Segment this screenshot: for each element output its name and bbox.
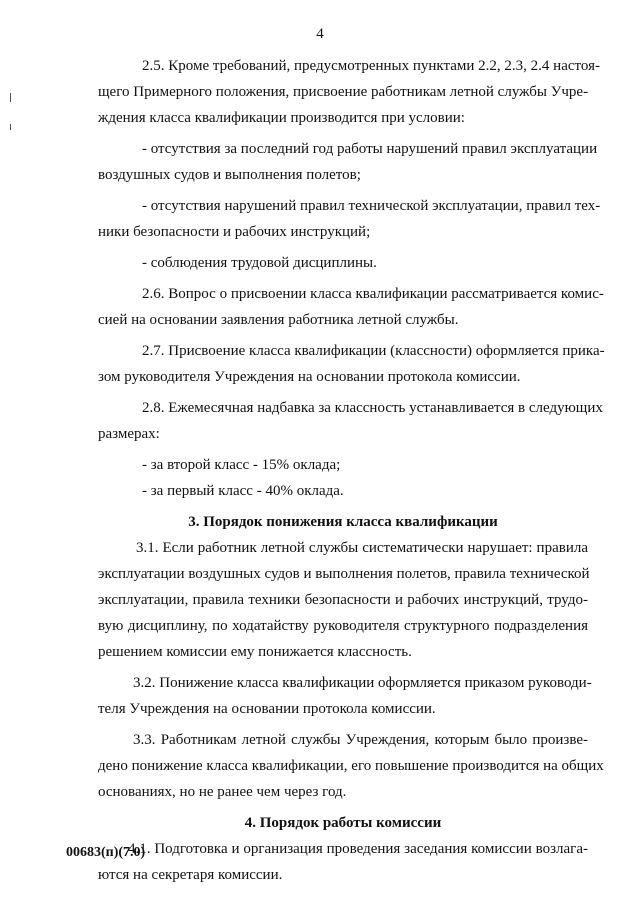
list-item-line: ники безопасности и рабочих инструкций;	[98, 224, 371, 240]
paragraph-line: решением комиссии ему понижается классность.	[98, 644, 412, 660]
paragraph-line: 3.3. Работникам летной службы Учреждения, которым было произве-	[133, 732, 588, 748]
paragraph-line: теля Учреждения на основании протокола комиссии.	[98, 701, 436, 717]
list-item-line: - отсутствия нарушений правил технической эксплуатации, правил тех-	[142, 198, 601, 214]
paragraph-line: зом руководителя Учреждения на основании протокола комиссии.	[98, 369, 521, 385]
document-code: 00683(п)(7.0)	[66, 845, 146, 860]
paragraph-line: 2.6. Вопрос о присвоении класса квалификации рассматривается комис-	[142, 286, 604, 302]
document-body	[98, 53, 605, 888]
paragraph-line: размерах:	[98, 426, 160, 442]
paragraph-line: ются на секретаря комиссии.	[98, 867, 283, 883]
paragraph-line: дено понижение класса квалификации, его повышение производится на общих	[98, 758, 604, 774]
page-number: 4	[316, 26, 324, 42]
paragraph-line: ждения класса квалификации производится при условии:	[98, 110, 465, 126]
margin-mark	[10, 124, 11, 130]
paragraph-line: 2.7. Присвоение класса квалификации (классности) оформляется прика-	[142, 343, 605, 359]
paragraph-line: эксплуатации, правила техники безопасности и рабочих инструкций, трудо-	[98, 592, 588, 608]
paragraph-line: 4.1. Подготовка и организация проведения заседания комиссии возлага-	[128, 841, 588, 857]
list-item-line: - за второй класс - 15% оклада;	[142, 457, 341, 473]
list-item-line: - отсутствия за последний год работы нарушений правил эксплуатации	[142, 141, 598, 157]
paragraph-line: 2.5. Кроме требований, предусмотренных пунктами 2.2, 2.3, 2.4 настоя-	[142, 58, 600, 74]
paragraph-line: 3.1. Если работник летной службы систематически нарушает: правила	[136, 540, 588, 556]
paragraph-line: 2.8. Ежемесячная надбавка за классность устанавливается в следующих	[142, 400, 603, 416]
paragraph-line: 3.2. Понижение класса квалификации оформляется приказом руководи-	[133, 675, 592, 691]
paragraph-line: эксплуатации воздушных судов и выполнения полетов, правила технической	[98, 566, 590, 582]
paragraph-line: щего Примерного положения, присвоение работникам летной службы Учре-	[98, 84, 589, 100]
margin-mark	[10, 93, 11, 102]
paragraph-line: основаниях, но не ранее чем через год.	[98, 784, 347, 800]
list-item-line: воздушных судов и выполнения полетов;	[98, 167, 361, 183]
paragraph-line: сией на основании заявления работника летной службы.	[98, 312, 459, 328]
section-heading: 4. Порядок работы комиссии	[244, 815, 442, 831]
section-heading: 3. Порядок понижения класса квалификации	[188, 514, 498, 530]
list-item-line: - соблюдения трудовой дисциплины.	[142, 255, 377, 271]
list-item-line: - за первый класс - 40% оклада.	[142, 483, 344, 499]
paragraph-line: вую дисциплину, по ходатайству руководителя структурного подразделения	[98, 618, 588, 634]
